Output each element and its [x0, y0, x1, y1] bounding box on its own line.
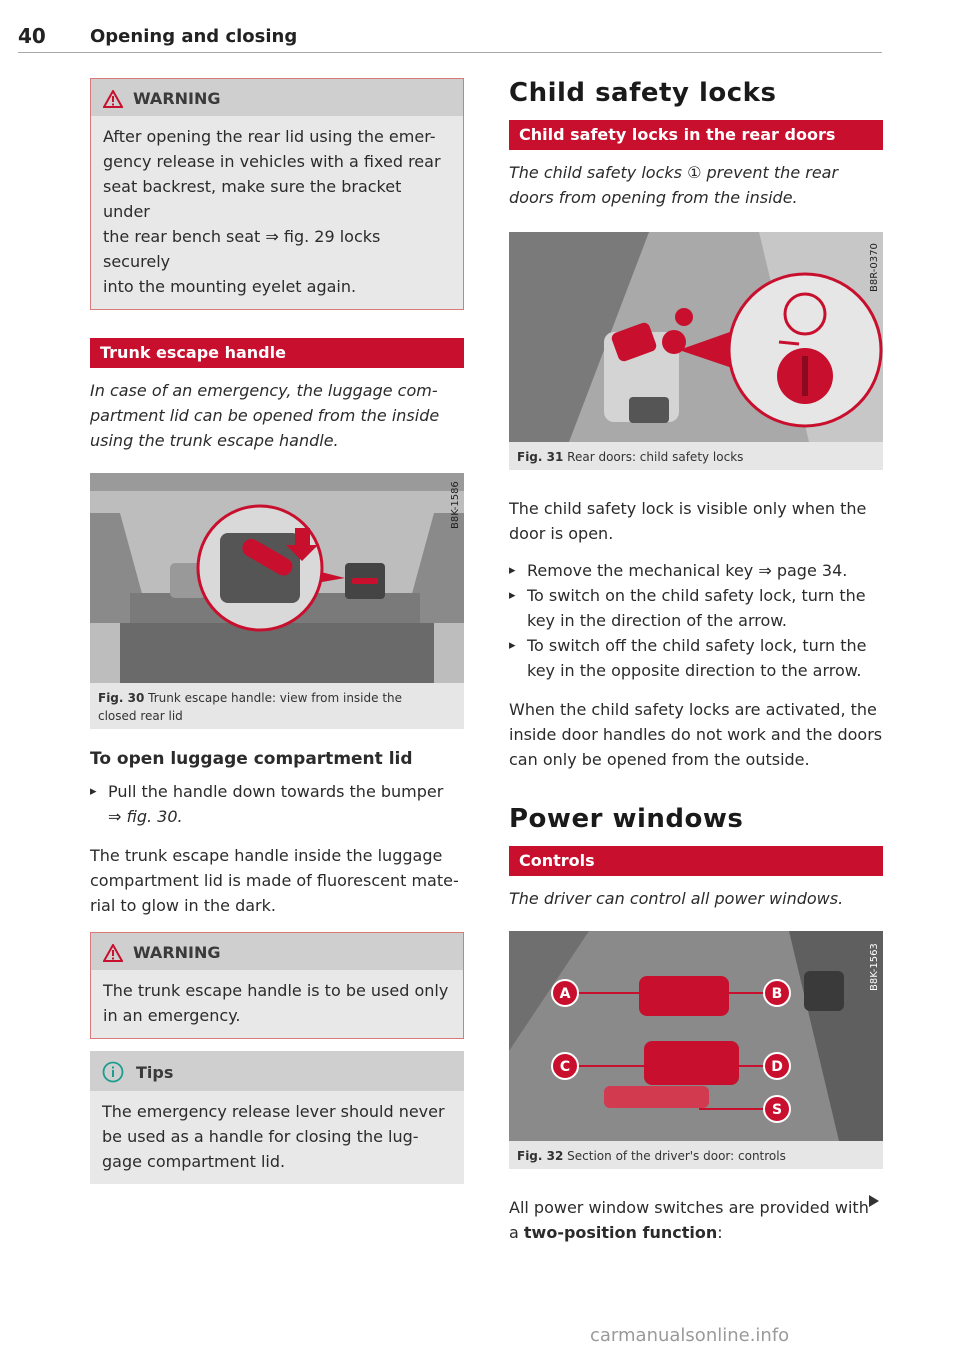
para-line: can only be opened from the outside.	[509, 750, 810, 769]
para-line: The trunk escape handle inside the luggage	[90, 846, 443, 865]
heading-power-windows: Power windows	[509, 804, 744, 834]
figure-32-caption	[509, 1141, 883, 1169]
warning-line: seat backrest, make sure the bracket under	[103, 177, 402, 221]
trunk-escape-handle-illustration	[90, 473, 464, 683]
para-line: All power window switches are provided with	[509, 1198, 869, 1217]
warning-line: After opening the rear lid using the emer-	[103, 127, 436, 146]
tips-box	[90, 1051, 464, 1184]
section-intro	[90, 378, 464, 453]
warning-box-emergency	[90, 932, 464, 1039]
warning-line: in an emergency.	[103, 1006, 241, 1025]
para-line: When the child safety locks are activated, the	[509, 700, 877, 719]
tips-title: Tips	[136, 1062, 174, 1082]
callout-a	[552, 980, 578, 1006]
step-item	[509, 633, 883, 683]
intro-line: The child safety locks ① prevent the rear	[509, 163, 839, 182]
warning-title: WARNING	[133, 89, 221, 108]
svg-text:A: A	[559, 986, 571, 1002]
svg-text:B: B	[771, 986, 783, 1002]
tips-header	[90, 1051, 464, 1091]
warning-box-rear-lid	[90, 78, 464, 310]
step-line: key in the opposite direction to the arrow.	[527, 661, 862, 680]
warning-line: The trunk escape handle is to be used only	[103, 981, 449, 1000]
chapter-title: Opening and closing	[90, 26, 298, 47]
caption-label: Fig. 30	[98, 691, 145, 705]
figure-31	[509, 232, 883, 470]
warning-triangle-icon	[103, 90, 123, 108]
figure-31-caption	[509, 442, 883, 470]
tips-text	[90, 1091, 464, 1184]
caption-text: Trunk escape handle: view from inside the	[148, 691, 403, 705]
intro-line: using the trunk escape handle.	[90, 431, 339, 450]
child-safety-lock-illustration	[509, 232, 883, 442]
para-bold-text: two-position function	[523, 1223, 718, 1242]
intro-line: partment lid can be opened from the inside	[90, 406, 440, 425]
callout-c	[552, 1053, 578, 1079]
para-line: compartment lid is made of fluorescent mate-	[90, 871, 459, 890]
section-bar-trunk-escape: Trunk escape handle	[90, 338, 464, 368]
svg-text:D: D	[771, 1059, 783, 1075]
figure-32-code: B8K-1563	[869, 943, 880, 991]
step-line: ▸ To switch on the child safety lock, turn the	[527, 586, 866, 605]
paragraph-two-position	[509, 1195, 883, 1245]
section-bar-controls: Controls	[509, 846, 883, 876]
callout-s	[764, 1096, 790, 1122]
warning-line: into the mounting eyelet again.	[103, 277, 357, 296]
section-bar-child-locks: Child safety locks in the rear doors	[509, 120, 883, 150]
warning-header	[91, 933, 463, 970]
warning-title: WARNING	[133, 943, 221, 962]
tips-line: The emergency release lever should never	[102, 1102, 445, 1121]
caption-label: Fig. 31	[517, 450, 564, 464]
para-line: rial to glow in the dark.	[90, 896, 276, 915]
step-line: ▸ To switch off the child safety lock, turn the	[527, 636, 867, 655]
paragraph-fluorescent	[90, 843, 464, 918]
info-icon	[102, 1061, 124, 1083]
svg-text:S: S	[771, 1102, 783, 1118]
figure-30-code: B8K-1586	[450, 481, 461, 529]
tips-line: gage compartment lid.	[102, 1152, 286, 1171]
intro-line: In case of an emergency, the luggage com-	[90, 381, 438, 400]
step-item	[90, 779, 464, 829]
warning-header	[91, 79, 463, 116]
step-line: ▸ Pull the handle down towards the bumper	[108, 782, 444, 801]
step-item	[509, 583, 883, 633]
tips-line: be used as a handle for closing the lug-	[102, 1127, 419, 1146]
warning-text	[91, 970, 463, 1038]
para-text: a	[509, 1223, 524, 1242]
step-item	[509, 558, 883, 583]
watermark: carmanualsonline.info	[590, 1325, 790, 1346]
step-line: ▸ Remove the mechanical key ⇒ page 34.	[527, 561, 848, 580]
para-text: :	[717, 1223, 723, 1242]
para-line: door is open.	[509, 524, 614, 543]
section-intro	[509, 160, 883, 210]
page-header	[18, 22, 882, 53]
figure-30	[90, 473, 464, 729]
caption-text: Rear doors: child safety locks	[567, 450, 744, 464]
power-window-controls-illustration	[509, 931, 883, 1141]
paragraph-visibility	[509, 496, 883, 546]
callout-b	[764, 980, 790, 1006]
paragraph-activated	[509, 697, 883, 772]
caption-text: Section of the driver's door: controls	[567, 1149, 786, 1163]
figure-31-code: B8R-0370	[869, 243, 880, 292]
para-line: inside door handles do not work and the doors	[509, 725, 883, 744]
warning-text	[91, 116, 463, 309]
step-line: key in the direction of the arrow.	[527, 611, 787, 630]
step-line: ⇒ fig. 30.	[108, 807, 183, 826]
left-column	[90, 78, 464, 1184]
svg-text:C: C	[559, 1059, 571, 1075]
section-intro: The driver can control all power windows.	[509, 889, 844, 908]
caption-text: closed rear lid	[98, 709, 183, 723]
warning-line: gency release in vehicles with a fixed rear	[103, 152, 441, 171]
figure-32	[509, 931, 883, 1169]
para-line: The child safety lock is visible only when the	[509, 499, 867, 518]
intro-line: doors from opening from the inside.	[509, 188, 798, 207]
heading-child-safety-locks: Child safety locks	[509, 78, 777, 108]
continue-arrow-icon	[869, 1195, 879, 1207]
page-number: 40	[18, 24, 46, 48]
caption-label: Fig. 32	[517, 1149, 564, 1163]
figure-30-caption	[90, 683, 464, 729]
right-column	[509, 78, 883, 1245]
subheading-open-luggage: To open luggage compartment lid	[90, 749, 413, 769]
warning-triangle-icon	[103, 944, 123, 962]
callout-d	[764, 1053, 790, 1079]
para-line	[509, 1220, 883, 1245]
warning-line: the rear bench seat ⇒ fig. 29 locks securely	[103, 227, 381, 271]
